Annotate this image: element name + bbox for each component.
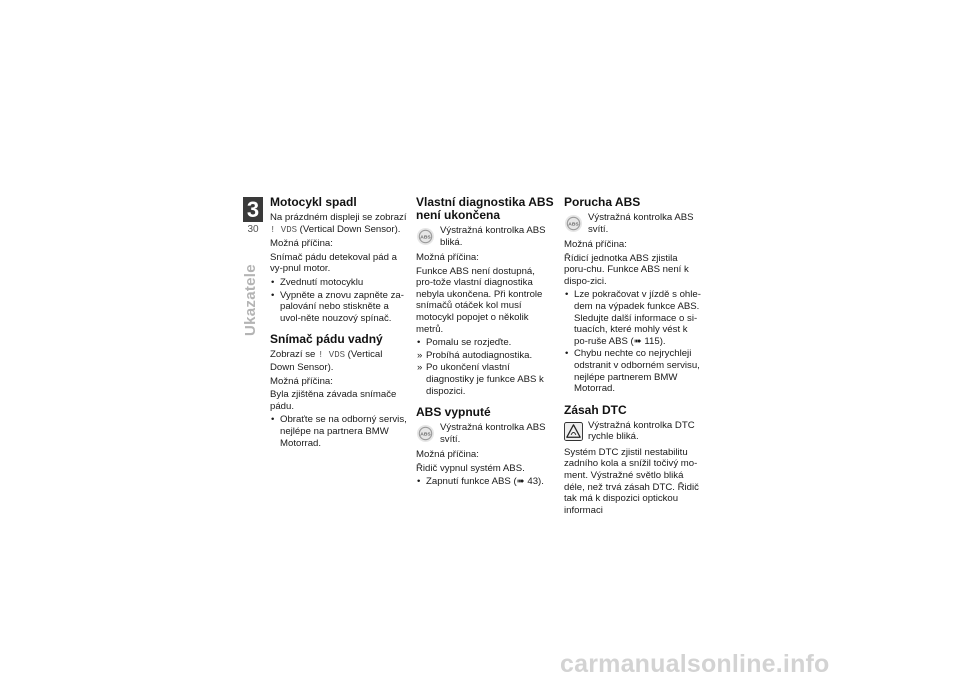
watermark: carmanualsonline.info	[560, 650, 830, 678]
list-item: » Probíhá autodiagnostika.	[417, 349, 533, 361]
warning-light-row: ABS Výstražná kontrolka ABS bliká.	[416, 225, 554, 249]
heading-sensor-faulty: Snímač pádu vadný	[270, 332, 383, 347]
abs-warning-icon	[416, 227, 435, 246]
paragraph: Byla zjištěna závada snímače pádu.	[270, 389, 397, 412]
paragraph: Zobrazí se ! VDS (Vertical Down Sensor).	[270, 349, 383, 373]
svg-text:ABS: ABS	[420, 432, 431, 438]
column-1	[270, 196, 408, 451]
bullet-list	[270, 277, 408, 324]
column-3	[564, 196, 702, 518]
paragraph: Funkce ABS není dostupná, pro-tože vlastní diagnostika nebyla ukončena. Při kontrole snímačů otáček kol musí motocykl popojet o několik metrů.	[416, 265, 543, 335]
dtc-warning-icon	[564, 422, 583, 441]
page-number: 30	[247, 224, 259, 235]
list-item: » Po ukončení vlastní diagnostiky je funkce ABS k dispozici.	[417, 362, 544, 397]
cause-label: Možná příčina:	[564, 239, 627, 250]
paragraph: Na prázdném displeji se zobrazí ! VDS (Vertical Down Sensor).	[270, 212, 407, 235]
cause-label: Možná příčina:	[416, 252, 479, 263]
abs-warning-icon	[564, 214, 583, 233]
heading-motorcycle-fell: Motocykl spadl	[270, 195, 357, 209]
warning-light-row: ABS Výstražná kontrolka ABS svítí.	[416, 422, 554, 446]
display-code: ! VDS	[318, 350, 346, 361]
display-code: ! VDS	[270, 224, 298, 235]
list-item: • Lze pokračovat v jízdě s ohle-dem na výpadek funkce ABS. Sledujte další informace o si-tuacích, které mohly vést k po-ruše ABS (➠ 115).	[565, 289, 701, 347]
bullet-list	[416, 476, 554, 488]
list-item: • Zapnutí funkce ABS (➠ 43).	[417, 476, 544, 488]
paragraph: Řidič vypnul systém ABS.	[416, 462, 525, 474]
section-label: Ukazatele	[242, 264, 259, 336]
heading-dtc: Zásah DTC	[564, 402, 627, 417]
chapter-number: 3	[243, 197, 263, 222]
list-item: • Chybu nechte co nejrychleji odstranit v odborném servisu, nejlépe partnerem BMW Motorrad.	[565, 348, 700, 395]
bullet-list	[564, 289, 702, 394]
heading-abs-fault: Porucha ABS	[564, 195, 641, 209]
paragraph: Systém DTC zjistil nestabilitu zadního kola a snížil točivý mo-ment. Výstražné světlo bliká déle, než trvá zásah DTC. Řidič tak má k dispozici optickou informaci	[564, 446, 699, 516]
paragraph: Řídicí jednotka ABS zjistila poru-chu. Funkce ABS není k dispo-zici.	[564, 252, 689, 287]
svg-text:ABS: ABS	[420, 235, 431, 241]
bullet-list	[270, 414, 408, 449]
column-2	[416, 196, 554, 490]
heading-abs-off: ABS vypnuté	[416, 405, 491, 420]
cause-label: Možná příčina:	[270, 238, 333, 250]
svg-text:ABS: ABS	[568, 222, 579, 228]
paragraph: Snímač pádu detekoval pád a vy-pnul motor.	[270, 251, 397, 275]
list-item: • Vypněte a znovu zapněte za-palování nebo stiskněte a uvol-něte nouzový spínač.	[271, 289, 404, 324]
list-item: • Obraťte se na odborný servis, nejlépe na partnera BMW Motorrad.	[271, 414, 407, 449]
heading-abs-selfdiag: Vlastní diagnostika ABS není ukončena	[416, 195, 554, 222]
cause-label: Možná příčina:	[270, 375, 333, 387]
bullet-list	[416, 337, 554, 397]
warning-light-row: Výstražná kontrolka DTC rychle bliká.	[564, 420, 702, 444]
list-item: • Pomalu se rozjeďte.	[417, 337, 512, 349]
list-item: • Zvednutí motocyklu	[271, 276, 364, 288]
cause-label: Možná příčina:	[416, 449, 479, 461]
abs-warning-icon	[416, 424, 435, 443]
warning-light-row: ABS Výstražná kontrolka ABS svítí.	[564, 212, 702, 236]
